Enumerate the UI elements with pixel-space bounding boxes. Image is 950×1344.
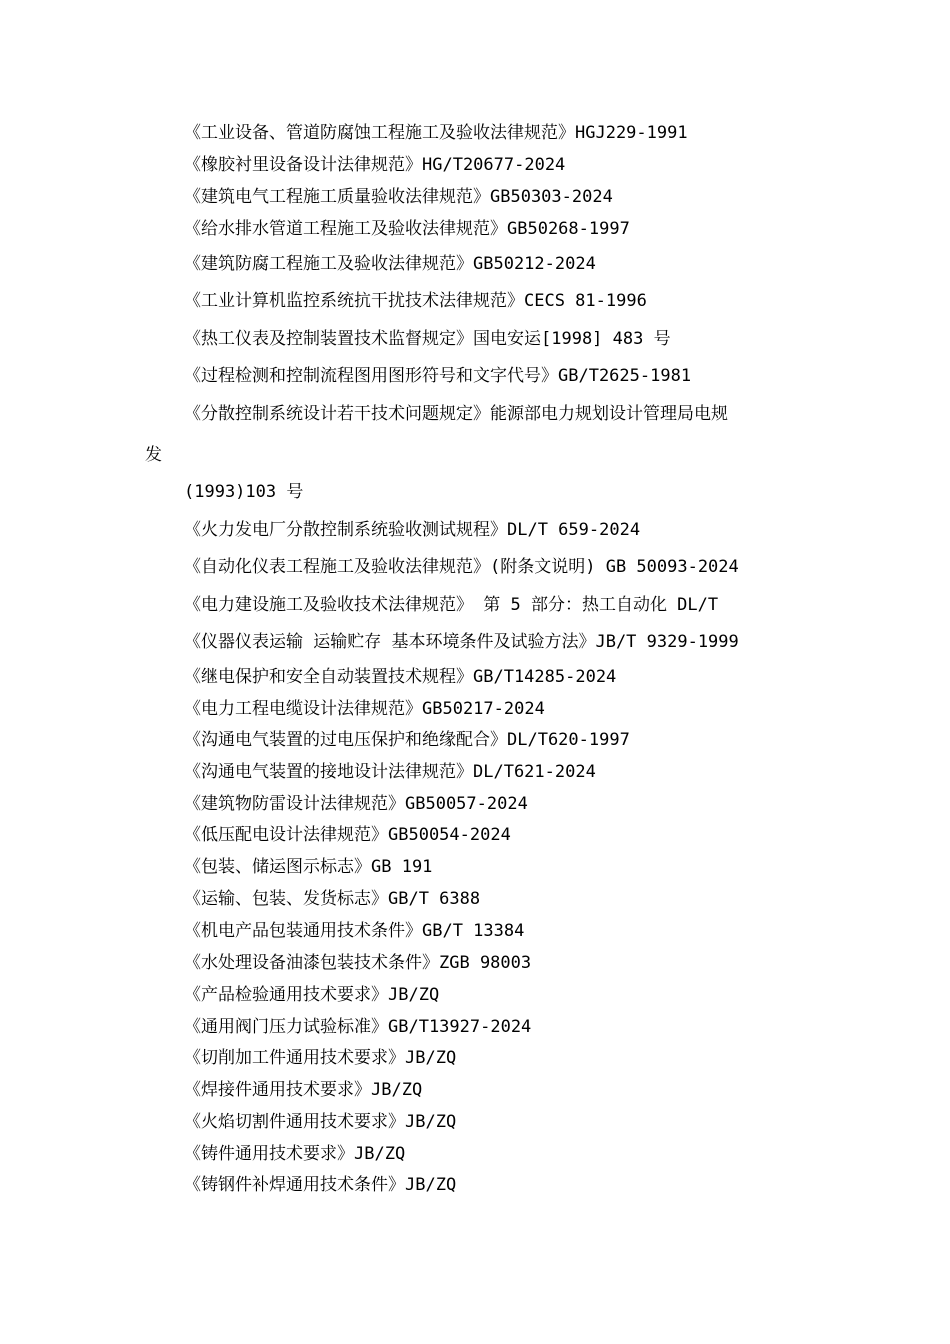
standard-reference-line: 《包装、储运图示标志》GB 191 (184, 857, 433, 877)
standard-reference-line: 《给水排水管道工程施工及验收法律规范》GB50268-1997 (184, 219, 630, 239)
standard-reference-line: 《仪器仪表运输 运输贮存 基本环境条件及试验方法》JB/T 9329-1999 (184, 632, 739, 652)
standard-reference-line: 《建筑物防雷设计法律规范》GB50057-2024 (184, 794, 528, 814)
standard-reference-line: 《机电产品包装通用技术条件》GB/T 13384 (184, 921, 525, 941)
standard-reference-line: 《电力建设施工及验收技术法律规范》 第 5 部分：热工自动化 DL/T (184, 595, 719, 615)
standard-reference-line: 《火力发电厂分散控制系统验收测试规程》DL/T 659-2024 (184, 520, 641, 540)
standard-reference-line: 《沟通电气装置的接地设计法律规范》DL/T621-2024 (184, 762, 596, 782)
standard-reference-line: 《继电保护和安全自动装置技术规程》GB/T14285-2024 (184, 667, 617, 687)
standard-reference-line: 《电力工程电缆设计法律规范》GB50217-2024 (184, 699, 545, 719)
standard-reference-line: 《建筑电气工程施工质量验收法律规范》GB50303-2024 (184, 187, 613, 207)
standard-reference-line: 《切削加工件通用技术要求》JB/ZQ (184, 1048, 457, 1068)
standard-reference-line: 《铸钢件补焊通用技术条件》JB/ZQ (184, 1175, 457, 1195)
standard-reference-line: 《过程检测和控制流程图用图形符号和文字代号》GB/T2625-1981 (184, 366, 692, 386)
standard-reference-line: 《工业设备、管道防腐蚀工程施工及验收法律规范》HGJ229-1991 (184, 123, 688, 143)
standard-reference-line: 《通用阀门压力试验标准》GB/T13927-2024 (184, 1017, 532, 1037)
standard-reference-line: 《产品检验通用技术要求》JB/ZQ (184, 985, 440, 1005)
standard-reference-continuation: (1993)103 号 (184, 482, 304, 502)
standard-reference-line: 《铸件通用技术要求》JB/ZQ (184, 1144, 406, 1164)
standard-reference-line: 《低压配电设计法律规范》GB50054-2024 (184, 825, 511, 845)
standard-reference-line: 《分散控制系统设计若干技术问题规定》能源部电力规划设计管理局电规 (184, 404, 728, 424)
standard-reference-line: 《热工仪表及控制装置技术监督规定》国电安运[1998] 483 号 (184, 329, 671, 349)
standard-reference-line: 《工业计算机监控系统抗干扰技术法律规范》CECS 81-1996 (184, 291, 647, 311)
standard-reference-line: 《焊接件通用技术要求》JB/ZQ (184, 1080, 423, 1100)
standard-reference-line: 《建筑防腐工程施工及验收法律规范》GB50212-2024 (184, 254, 596, 274)
standard-reference-line: 《火焰切割件通用技术要求》JB/ZQ (184, 1112, 457, 1132)
standard-reference-line: 《水处理设备油漆包装技术条件》ZGB 98003 (184, 953, 532, 973)
standard-reference-line: 《自动化仪表工程施工及验收法律规范》(附条文说明) GB 50093-2024 (184, 557, 739, 577)
standard-reference-line: 《沟通电气装置的过电压保护和绝缘配合》DL/T620-1997 (184, 730, 630, 750)
standard-reference-line: 《橡胶衬里设备设计法律规范》HG/T20677-2024 (184, 155, 566, 175)
standard-reference-line: 《运输、包装、发货标志》GB/T 6388 (184, 889, 481, 909)
standard-reference-continuation: 发 (145, 445, 162, 465)
